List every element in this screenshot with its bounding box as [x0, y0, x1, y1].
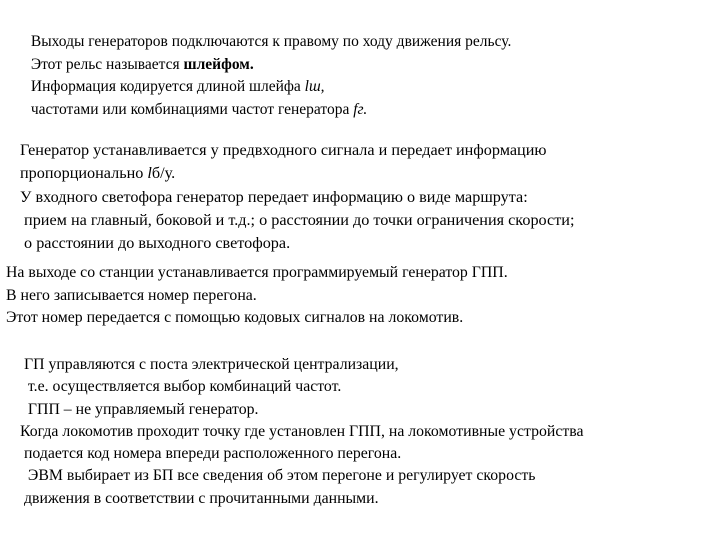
text-block-gpp [6, 265, 508, 333]
italic-term: l [147, 164, 152, 183]
text-line: Генератор устанавливается у предвходного сигнала и передает информацию [20, 141, 547, 159]
bold-term: шлейфом. [183, 55, 254, 73]
text-line: На выходе со станции устанавливается программируемый генератор ГПП. [6, 264, 508, 281]
text-block-control [20, 357, 584, 513]
text-line: В него записывается номер перегона. [6, 286, 257, 304]
text-line: подается код номера впереди расположенного перегона. [20, 445, 402, 463]
text-line [27, 57, 511, 80]
text-line: т.е. осуществляется выбор комбинаций частот. [20, 378, 342, 396]
text-span: частотами или комбинациями частот генератора [27, 100, 354, 118]
text-line: Выходы генераторов подключаются к правому по ходу движения рельсу. [27, 33, 512, 50]
text-line: ГПП – не управляемый генератор. [20, 400, 259, 418]
text-line: Этот номер передается с помощью кодовых сигналов на локомотив. [6, 309, 464, 326]
text-line: движения в соответствии с прочитанными данными. [20, 489, 379, 507]
text-span: пропорционально [20, 164, 148, 183]
text-block-shleif [27, 34, 511, 124]
text-line [20, 165, 574, 188]
text-span: Информация кодируется длиной шлейфа [27, 78, 305, 95]
text-line [27, 79, 511, 102]
text-line: У входного светофора генератор передает информацию о виде маршрута: [20, 187, 528, 206]
text-line: Когда локомотив проходит точку где установлен ГПП, на локомотивные устройства [20, 422, 584, 440]
text-block-generator [20, 142, 574, 258]
text-span: б/у. [151, 164, 176, 183]
text-line [27, 102, 511, 125]
text-line: о расстоянии до выходного светофора. [20, 234, 291, 253]
italic-term: lш, [304, 78, 325, 95]
text-line: ГП управляются с поста электрической централизации, [20, 356, 399, 373]
text-span: Этот рельс называется [27, 55, 184, 73]
italic-term: fг. [353, 100, 368, 118]
text-line: прием на главный, боковой и т.д.; о расстоянии до точки ограничения скорости; [20, 210, 575, 229]
text-line: ЭВМ выбирает из БП все сведения об этом перегоне и регулирует скорость [20, 467, 536, 485]
